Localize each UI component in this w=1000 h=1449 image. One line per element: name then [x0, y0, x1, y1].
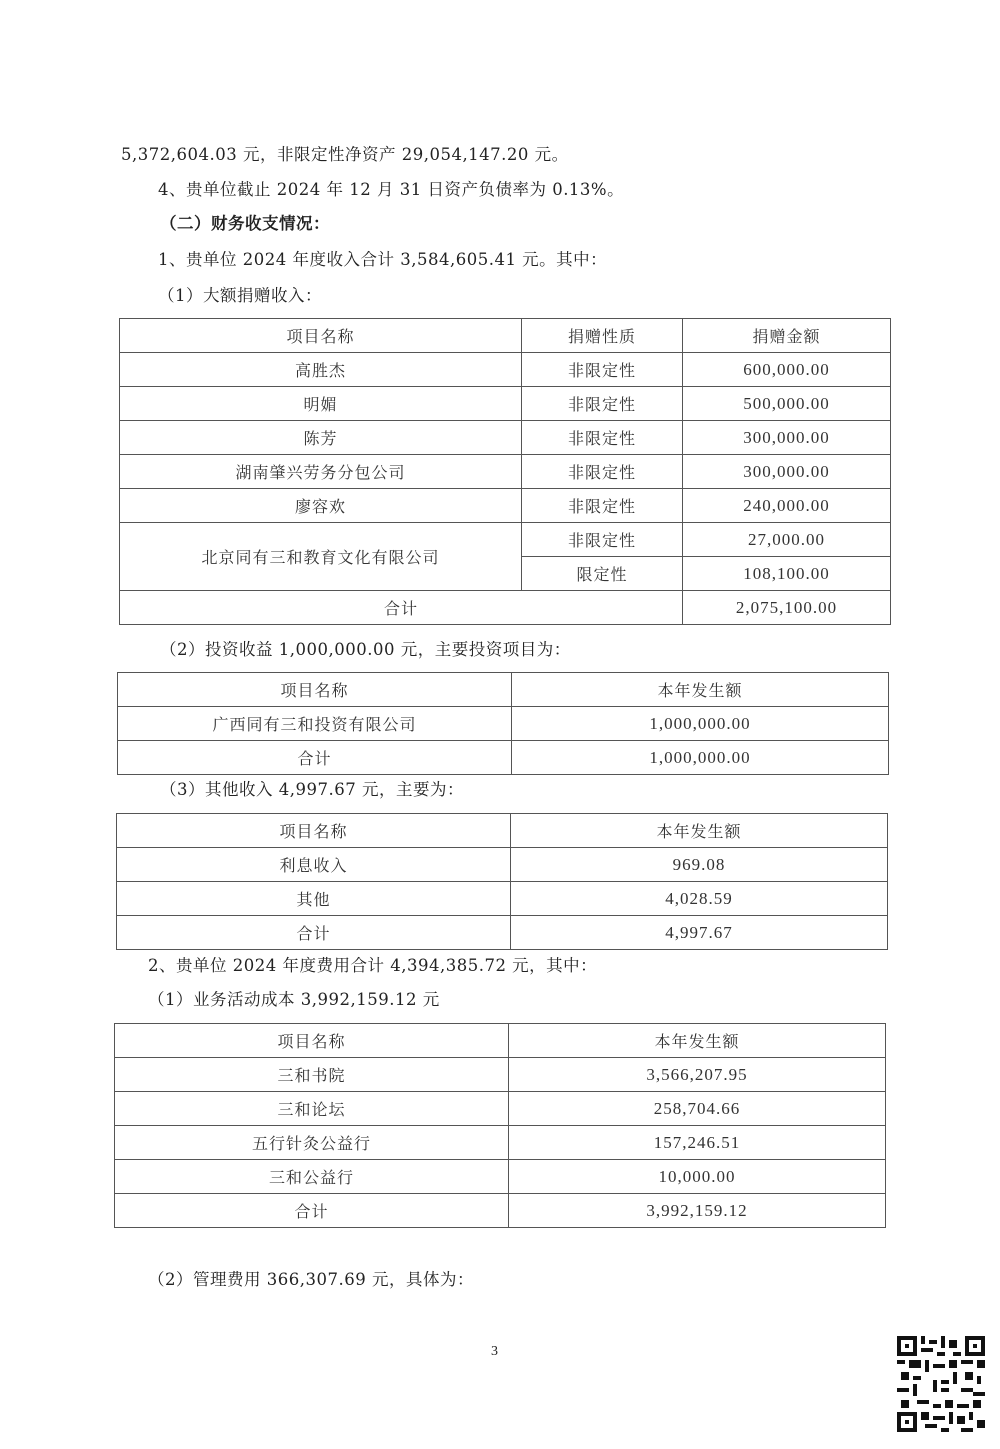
donor-name: 高胜杰: [120, 353, 522, 387]
header-cell: 本年发生额: [511, 814, 888, 848]
paragraph-admin-expense: （2）管理费用 366,307.69 元，具体为：: [148, 1270, 474, 1289]
table-total-row: [115, 1194, 886, 1228]
table-row: [120, 489, 891, 523]
donation-nature: 非限定性: [522, 353, 683, 387]
header-cell: 捐赠性质: [522, 319, 683, 353]
paragraph-income-total: 1、贵单位 2024 年度收入合计 3,584,605.41 元。其中：: [158, 250, 608, 269]
donor-name: 陈芳: [120, 421, 522, 455]
paragraph-debt-ratio: 4、贵单位截止 2024 年 12 月 31 日资产负债率为 0.13%。: [158, 180, 625, 199]
item-name: 三和公益行: [115, 1160, 509, 1194]
item-amount: 258,704.66: [509, 1092, 886, 1126]
table-row: [117, 882, 888, 916]
table-row: [120, 523, 891, 557]
donation-amount: 27,000.00: [683, 523, 891, 557]
table-total-row: [117, 916, 888, 950]
item-amount: 969.08: [511, 848, 888, 882]
qr-code-icon[interactable]: [897, 1335, 985, 1433]
donation-nature: 非限定性: [522, 523, 683, 557]
item-name: 三和论坛: [115, 1092, 509, 1126]
total-label: 合计: [120, 591, 683, 625]
donation-nature: 非限定性: [522, 455, 683, 489]
donation-nature: 非限定性: [522, 387, 683, 421]
table-row: [117, 848, 888, 882]
business-cost-table: [114, 1023, 886, 1228]
table-header-row: [118, 673, 889, 707]
table-row: [120, 455, 891, 489]
donation-amount: 108,100.00: [683, 557, 891, 591]
total-amount: 2,075,100.00: [683, 591, 891, 625]
table-row: [115, 1160, 886, 1194]
paragraph-other-income: （3）其他收入 4,997.67 元，主要为：: [160, 780, 464, 799]
item-name: 利息收入: [117, 848, 511, 882]
table-row: [118, 707, 889, 741]
item-amount: 157,246.51: [509, 1126, 886, 1160]
header-cell: 项目名称: [120, 319, 522, 353]
total-label: 合计: [117, 916, 511, 950]
header-cell: 本年发生额: [509, 1024, 886, 1058]
paragraph-investment-income: （2）投资收益 1,000,000.00 元，主要投资项目为：: [160, 640, 571, 659]
donor-name: 北京同有三和教育文化有限公司: [120, 523, 522, 591]
table-header-row: [115, 1024, 886, 1058]
other-income-table: [116, 813, 888, 950]
table-row: [115, 1126, 886, 1160]
item-amount: 3,566,207.95: [509, 1058, 886, 1092]
page-number: 3: [491, 1344, 498, 1359]
table-total-row: [120, 591, 891, 625]
donation-amount: 300,000.00: [683, 455, 891, 489]
donation-nature: 非限定性: [522, 421, 683, 455]
table-row: [120, 353, 891, 387]
item-amount: 10,000.00: [509, 1160, 886, 1194]
table-row: [115, 1092, 886, 1126]
item-name: 三和书院: [115, 1058, 509, 1092]
total-label: 合计: [118, 741, 512, 775]
item-amount: 4,028.59: [511, 882, 888, 916]
header-cell: 本年发生额: [512, 673, 889, 707]
table-row: [120, 421, 891, 455]
donation-nature: 限定性: [522, 557, 683, 591]
item-amount: 1,000,000.00: [512, 707, 889, 741]
item-name: 其他: [117, 882, 511, 916]
donation-amount: 300,000.00: [683, 421, 891, 455]
table-row: [120, 387, 891, 421]
header-cell: 项目名称: [118, 673, 512, 707]
table-row: [115, 1058, 886, 1092]
donor-name: 湖南肇兴劳务分包公司: [120, 455, 522, 489]
paragraph-net-assets: 5,372,604.03 元，非限定性净资产 29,054,147.20 元。: [121, 145, 569, 164]
item-name: 五行针灸公益行: [115, 1126, 509, 1160]
donation-amount: 600,000.00: [683, 353, 891, 387]
paragraph-expense-total: 2、贵单位 2024 年度费用合计 4,394,385.72 元，其中：: [148, 956, 598, 975]
total-amount: 4,997.67: [511, 916, 888, 950]
donor-name: 廖容欢: [120, 489, 522, 523]
table-total-row: [118, 741, 889, 775]
donation-amount: 240,000.00: [683, 489, 891, 523]
table-header-row: [120, 319, 891, 353]
header-cell: 项目名称: [117, 814, 511, 848]
total-amount: 1,000,000.00: [512, 741, 889, 775]
section-heading-finance: （二）财务收支情况：: [160, 214, 330, 233]
table-header-row: [117, 814, 888, 848]
investment-table: [117, 672, 889, 775]
total-label: 合计: [115, 1194, 509, 1228]
donation-amount: 500,000.00: [683, 387, 891, 421]
total-amount: 3,992,159.12: [509, 1194, 886, 1228]
header-cell: 捐赠金额: [683, 319, 891, 353]
paragraph-business-cost: （1）业务活动成本 3,992,159.12 元: [148, 990, 440, 1009]
donation-nature: 非限定性: [522, 489, 683, 523]
header-cell: 项目名称: [115, 1024, 509, 1058]
donation-table: [119, 318, 891, 625]
paragraph-donation-heading: （1）大额捐赠收入：: [158, 286, 322, 305]
item-name: 广西同有三和投资有限公司: [118, 707, 512, 741]
donor-name: 明媚: [120, 387, 522, 421]
